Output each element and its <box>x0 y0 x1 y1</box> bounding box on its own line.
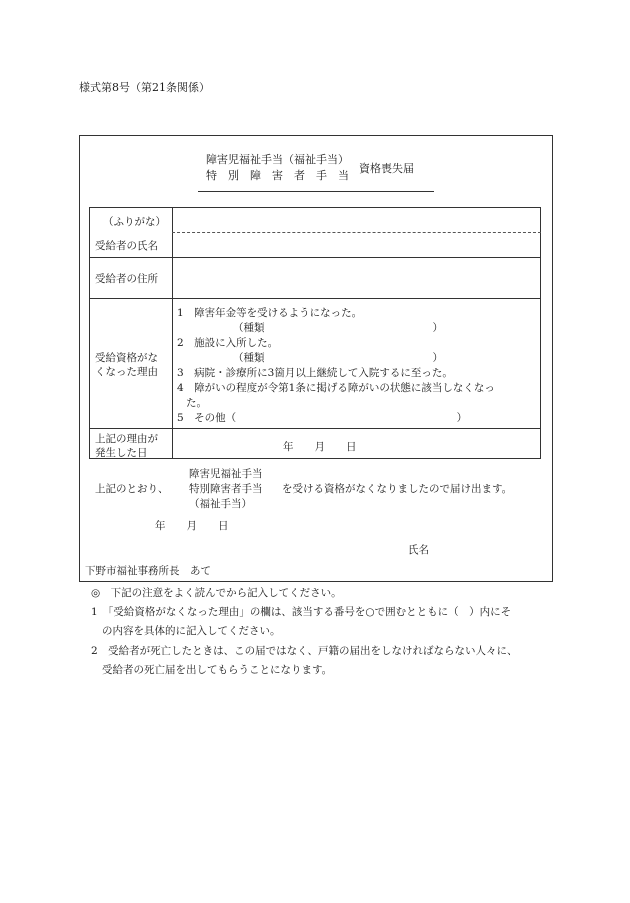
note-2-cont: 受給者の死亡届を出してもらうことになります。 <box>102 664 333 676</box>
note-2: 2 受給者が死亡したときは、この届ではなく、戸籍の届出をしなければならない人々に、 <box>91 645 518 657</box>
reason-3[interactable]: 3 病院・診療所に3箇月以上継続して入院するに至った。 <box>177 367 453 379</box>
furigana-label: （ふりがな） <box>103 216 166 228</box>
reason-4[interactable]: 4 障がいの程度が令第1条に掲げる障がいの状態に該当しなくなっ <box>177 382 495 394</box>
title-underline <box>198 191 434 192</box>
reason-label-1: 受給資格がな <box>95 352 158 364</box>
reason-5[interactable]: 5 その他（ ） <box>177 412 468 424</box>
submission-date[interactable]: 年 月 日 <box>155 520 229 532</box>
address-field[interactable] <box>176 262 536 294</box>
form-number: 様式第8号（第21条関係） <box>79 81 210 94</box>
row-divider-name <box>89 257 541 258</box>
statement-option-2: 特別障害者手当 <box>189 483 263 495</box>
title-suffix: 資格喪失届 <box>359 162 414 175</box>
reason-1[interactable]: 1 障害年金等を受けるようになった。 <box>177 307 363 319</box>
reason-4-cont: た。 <box>186 397 207 409</box>
date-label-1: 上記の理由が <box>95 433 158 445</box>
statement-option-3: （福祉手当） <box>189 498 252 510</box>
name-label: 受給者の氏名 <box>95 240 158 252</box>
title-line-2: 特 別 障 害 者 手 当 <box>206 169 349 182</box>
address-label: 受給者の住所 <box>95 273 158 285</box>
row-divider-address <box>89 298 541 299</box>
addressee: 下野市福祉事務所長 あて <box>85 565 211 577</box>
furigana-field[interactable] <box>176 210 536 228</box>
name-field[interactable] <box>176 236 536 254</box>
date-label-2: 発生した日 <box>95 447 148 459</box>
row-divider-reason <box>89 428 541 429</box>
notes-heading: ◎ 下記の注意をよく読んでから記入してください。 <box>91 587 342 599</box>
reason-1-type: （種類 ） <box>233 322 443 334</box>
reason-2[interactable]: 2 施設に入所した。 <box>177 337 279 349</box>
statement-suffix: を受ける資格がなくなりましたので届け出ます。 <box>282 483 513 495</box>
statement-option-1: 障害児福祉手当 <box>189 468 263 480</box>
reason-label-2: くなった理由 <box>95 366 158 378</box>
title-line-1: 障害児福祉手当（福祉手当） <box>206 153 349 166</box>
signature-label: 氏名 <box>408 544 429 556</box>
furigana-divider <box>172 232 541 233</box>
note-1: 1 「受給資格がなくなった理由」の欄は、該当する番号を○で囲むとともに（ ）内にそ <box>91 606 512 618</box>
signature-field[interactable] <box>436 538 536 556</box>
reason-2-type: （種類 ） <box>233 352 443 364</box>
note-1-cont: の内容を具体的に記入してください。 <box>102 625 281 637</box>
statement-prefix: 上記のとおり、 <box>95 483 169 495</box>
occurrence-date[interactable]: 年 月 日 <box>283 441 357 453</box>
table-column-divider <box>172 207 173 459</box>
